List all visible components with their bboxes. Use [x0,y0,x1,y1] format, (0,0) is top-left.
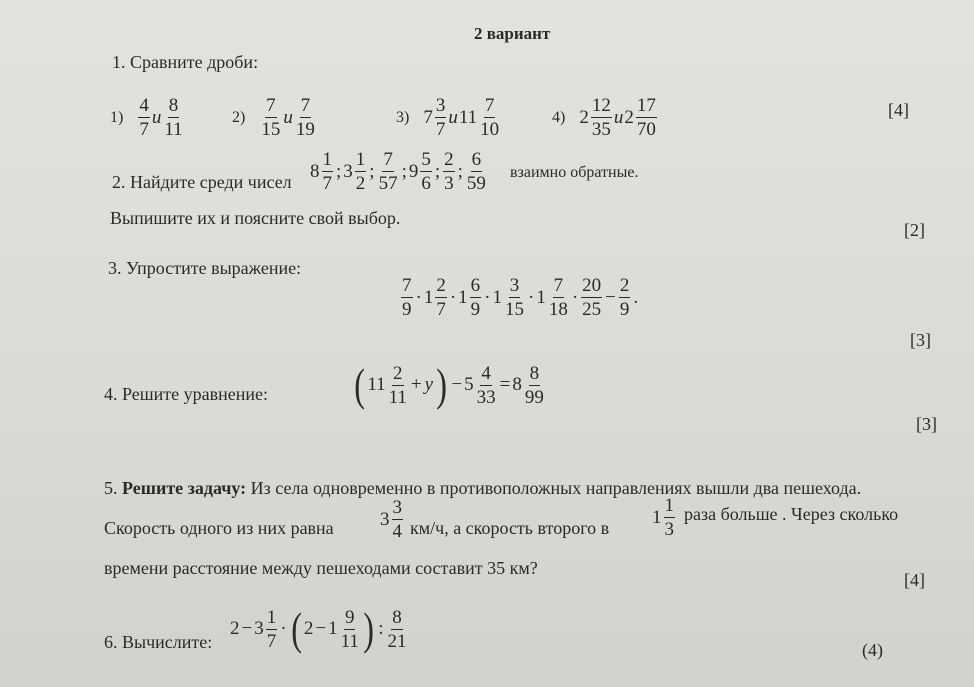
task1-item-2: 2) $\frac{7}{15}$ и $\frac{7}{19}$ [232,95,315,140]
task2-line2: Выпишите их и поясните свой выбор. [110,208,401,228]
task2-tail: взаимно обратные. [510,164,639,181]
task5-line1 [104,478,861,499]
task6-mark: (4) [862,640,883,660]
task6-expression: 2 − 3 $\frac{1}{7}$ · ( 2 − 1 $\frac{9}{11}$ ) : $\frac{8}{21}$ [230,603,407,654]
task3-expression: $\frac{7}{9}$ · 1 $\frac{2}{7}$ · 1 $\frac{6}{9}$ · 1 $\frac{3}{15}$ · 1 $\frac{7}{18}$ · $\frac{20}{25}$ − $\frac{2}{9}$ . [402,275,639,320]
task5-line3: времени расстояние между пешеходами составит 35 км? [104,558,538,578]
task3-mark: [3] [910,330,931,350]
task5-text: Из села одновременно в противоположных направлениях вышли два пешехода. [250,478,862,498]
task4-equation: ( 11 $\frac{2}{11}$ + y ) − 5 $\frac{4}{33}$ = 8 $\frac{8}{99}$ [354,359,544,410]
task1-mark: [4] [888,100,909,120]
task5-line2a: Скорость одного из них равна [104,518,334,538]
task1-label: 1. Сравните дроби: [112,52,259,72]
task4-label: 4. Решите уравнение: [104,384,268,404]
task5-bold-label: Решите задачу: [122,478,247,498]
task5-line2c: раза больше . Через сколько [684,504,899,524]
task5-ratio: 1 $\frac{1}{3}$ [652,495,674,540]
task2-mark: [2] [904,220,925,240]
task5-number: 5. [104,478,118,498]
task1-item-3: 3) 7 $\frac{3}{7}$ и 11 $\frac{7}{10}$ [396,95,500,140]
task2-numbers: 8 $\frac{1}{7}$ ; 3 $\frac{1}{2}$ ; $\frac{7}{57}$ ; 9 $\frac{5}{6}$ ; $\frac{2}{3}$ ; $\frac{6}{59}$ [310,149,486,194]
task5-mark: [4] [904,570,925,590]
task4-mark: [3] [916,414,937,434]
task3-label: 3. Упростите выражение: [108,258,302,278]
task5-speed: 3 $\frac{3}{4}$ [380,497,402,542]
task1-item-1: 1) $\frac{4}{7}$ и $\frac{8}{11}$ [110,95,183,140]
task1-item-4: 4) 2 $\frac{12}{35}$ и 2 $\frac{17}{70}$ [552,95,656,140]
task6-label: 6. Вычислите: [104,632,213,652]
task2-label: 2. Найдите среди чисел [112,172,292,192]
task5-line2b: км/ч, а скорость второго в [410,518,610,538]
variant-title: 2 вариант [474,24,551,43]
